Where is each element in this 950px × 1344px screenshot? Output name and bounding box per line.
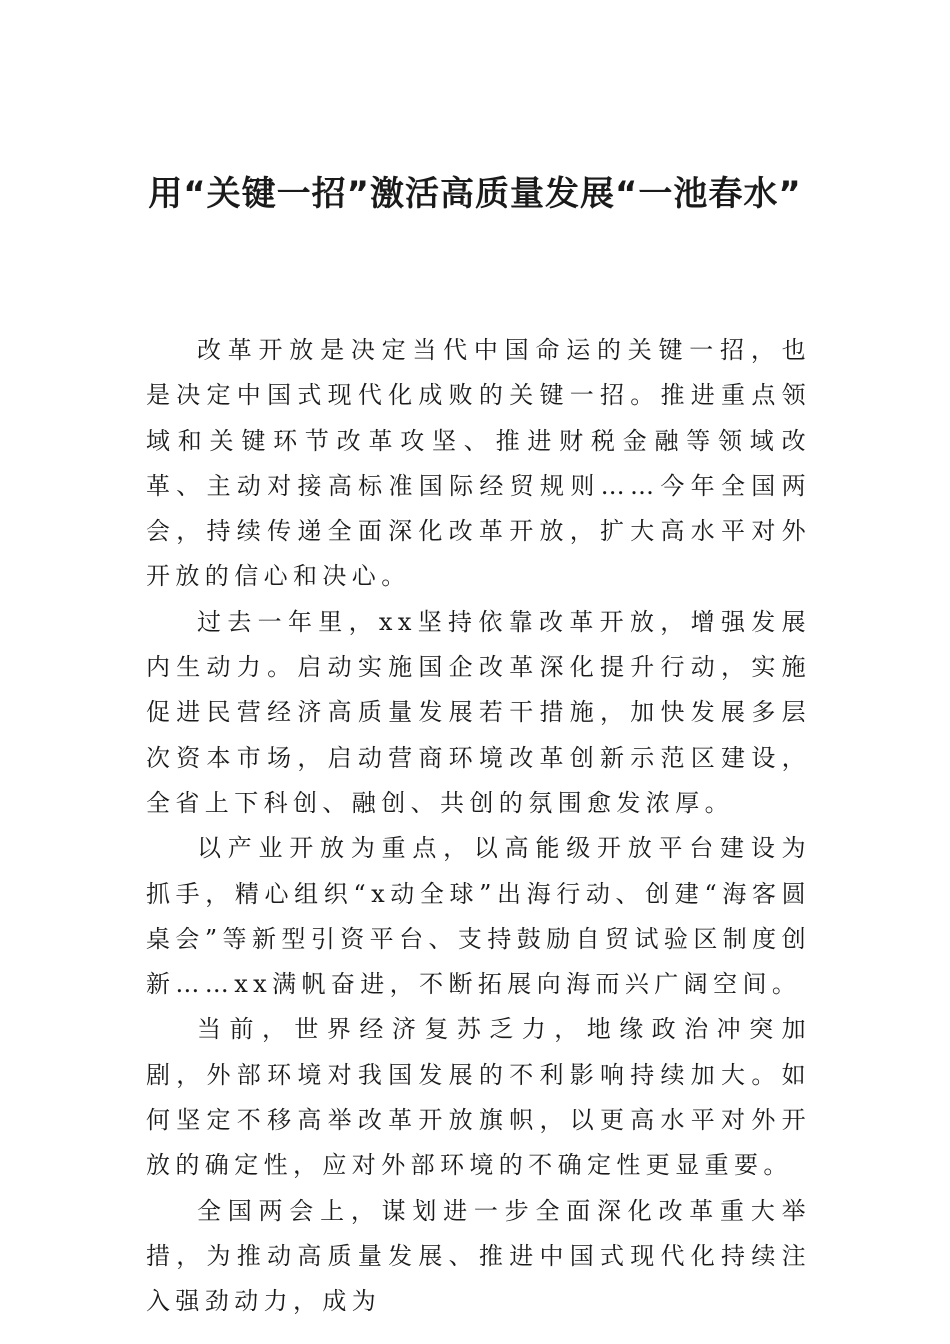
paragraph-3: 以产业开放为重点，以高能级开放平台建设为抓手，精心组织“x动全球”出海行动、创建“海客圆桌会”等新型引资平台、支持鼓励自贸试验区制度创新……xx满帆奋进，不断拓展向海而兴广阔空间。 [146, 834, 811, 999]
paragraph-5: 全国两会上，谋划进一步全面深化改革重大举措，为推动高质量发展、推进中国式现代化持续注入强劲动力，成为 [146, 1196, 811, 1316]
paragraph-1: 改革开放是决定当代中国命运的关键一招，也是决定中国式现代化成败的关键一招。推进重点领域和关键环节改革攻坚、推进财税金融等领域改革、主动对接高标准国际经贸规则……今年全国两会，持续传递全面深化改革开放，扩大高水平对外开放的信心和决心。 [146, 336, 811, 591]
document-body [146, 328, 811, 1325]
document-title: 用“关键一招”激活高质量发展“一池春水” [148, 174, 802, 214]
paragraph-4: 当前，世界经济复苏乏力，地缘政治冲突加剧，外部环境对我国发展的不利影响持续加大。如何坚定不移高举改革开放旗帜，以更高水平对外开放的确定性，应对外部环境的不确定性更显重要。 [146, 1015, 811, 1180]
paragraph-2: 过去一年里，xx坚持依靠改革开放，增强发展内生动力。启动实施国企改革深化提升行动，实施促进民营经济高质量发展若干措施，加快发展多层次资本市场，启动营商环境改革创新示范区建设，全省上下科创、融创、共创的氛围愈发浓厚。 [146, 607, 811, 817]
